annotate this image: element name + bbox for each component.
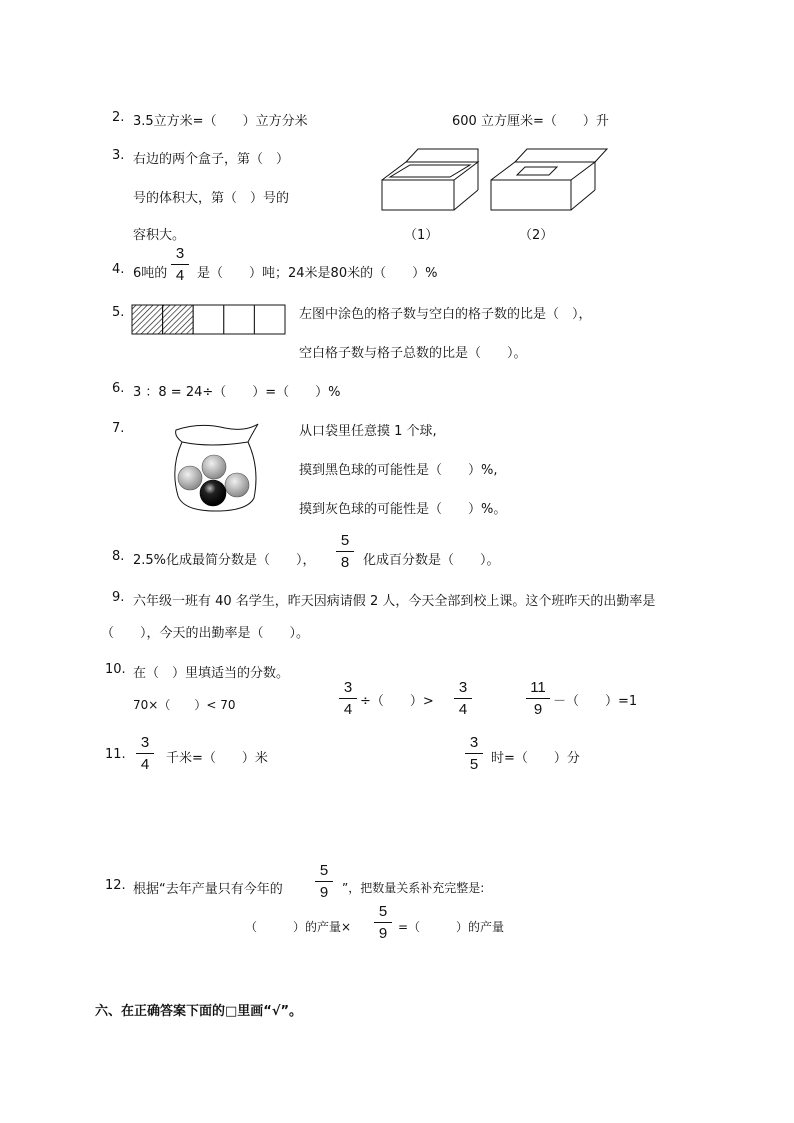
q11-part-a: 千米=（ ）米: [166, 751, 268, 766]
box-1-illustration: [378, 145, 483, 215]
q10-title: 在（ ）里填适当的分数。: [133, 666, 290, 681]
q4-suffix: 是（ ）吨；24米是80米的（ ）%: [197, 266, 438, 281]
q8-fraction: [336, 532, 354, 571]
q9-line1: 六年级一班有 40 名学生，昨天因病请假 2 人，今天全部到校上课。这个班昨天的出勤率是: [133, 594, 656, 609]
fraction-denominator: 9: [533, 701, 543, 718]
fraction-denominator: 8: [340, 554, 350, 571]
q5-number: 5.: [112, 305, 125, 320]
box-2-illustration: [487, 145, 612, 215]
q4-number: 4.: [112, 262, 125, 277]
q12-prefix: 根据“去年产量只有今年的: [133, 882, 283, 897]
fraction-numerator: 5: [319, 862, 329, 879]
q6-expression: 3 ：8 = 24÷（ ）=（ ）%: [133, 385, 341, 400]
q10-expression-1: 70×（ ）< 70: [133, 698, 236, 712]
q5-line2: 空白格子数与格子总数的比是（ ）。: [299, 346, 527, 361]
q10-number: 10.: [105, 662, 126, 677]
fraction-bar: [315, 881, 333, 882]
fraction-bar: [136, 753, 154, 754]
fraction-bar: [339, 698, 357, 699]
box-2-caption: （2）: [519, 228, 554, 243]
q8-suffix: 化成百分数是（ ）。: [363, 553, 500, 568]
q11-fraction-1: [136, 734, 154, 773]
fraction-bar: [465, 753, 483, 754]
q10-fraction-2: [454, 679, 472, 718]
fraction-bar: [374, 922, 392, 923]
section-6-heading: 六、在正确答案下面的□里画“√”。: [95, 1004, 303, 1019]
q12-fraction: [315, 862, 333, 901]
q10-expression-2: ÷（ ）>: [360, 694, 434, 709]
q11-fraction-2: [465, 734, 483, 773]
q6-number: 6.: [112, 381, 125, 396]
fraction-bar: [526, 698, 550, 699]
q9-line2: （ ），今天的出勤率是（ ）。: [101, 626, 310, 641]
fraction-numerator: 5: [340, 532, 350, 549]
box-1-caption: （1）: [404, 228, 439, 243]
q12-number: 12.: [105, 878, 126, 893]
fraction-bar: [454, 698, 472, 699]
q9-number: 9.: [112, 590, 125, 605]
q4-prefix: 6吨的: [133, 266, 168, 281]
q3-line1: 右边的两个盒子，第（ ）: [133, 152, 290, 167]
q8-prefix: 2.5%化成最简分数是（ ），: [133, 553, 316, 568]
fraction-numerator: 3: [458, 679, 468, 696]
q10-fraction-1: [339, 679, 357, 718]
q3-line2: 号的体积大，第（ ）号的: [133, 191, 290, 206]
fraction-denominator: 9: [378, 925, 388, 942]
fraction-denominator: 4: [458, 701, 468, 718]
q3-number: 3.: [112, 148, 125, 163]
grid-cells-figure: [131, 304, 287, 335]
q8-number: 8.: [112, 549, 125, 564]
q11-number: 11.: [105, 747, 126, 762]
fraction-denominator: 5: [469, 756, 479, 773]
q7-line3: 摸到灰色球的可能性是（ ）%。: [299, 502, 507, 517]
q5-line1: 左图中涂色的格子数与空白的格子数的比是（ ），: [299, 307, 592, 322]
fraction-numerator: 3: [140, 734, 150, 751]
fraction-numerator: 11: [530, 679, 546, 696]
fraction-numerator: 5: [378, 903, 388, 920]
q10-expression-3: －（ ）=1: [553, 694, 638, 709]
fraction-numerator: 3: [469, 734, 479, 751]
ball-bag-illustration: [170, 418, 265, 516]
q4-fraction: [171, 245, 189, 284]
fraction-numerator: 3: [343, 679, 353, 696]
q11-part-b: 时=（ ）分: [491, 751, 580, 766]
q3-line3: 容积大。: [133, 228, 186, 243]
q12-equation-right: =（ ）的产量: [398, 920, 505, 934]
fraction-denominator: 4: [175, 267, 185, 284]
q2-part-b: 600 立方厘米=（ ）升: [452, 114, 609, 129]
q12-equation-fraction: [374, 903, 392, 942]
q12-suffix: ”，把数量关系补充完整是:: [342, 881, 485, 895]
q7-line1: 从口袋里任意摸 1 个球,: [299, 424, 437, 439]
q7-line2: 摸到黑色球的可能性是（ ）%,: [299, 463, 498, 478]
fraction-bar: [336, 551, 354, 552]
q10-fraction-3: [526, 679, 550, 718]
fraction-denominator: 4: [140, 756, 150, 773]
q7-number: 7.: [112, 421, 125, 436]
q2-number: 2.: [112, 110, 125, 125]
q12-equation-left: （ ）的产量×: [245, 920, 352, 934]
fraction-numerator: 3: [175, 245, 185, 262]
fraction-denominator: 4: [343, 701, 353, 718]
q2-part-a: 3.5立方米=（ ）立方分米: [133, 114, 308, 129]
fraction-denominator: 9: [319, 884, 329, 901]
fraction-bar: [171, 264, 189, 265]
